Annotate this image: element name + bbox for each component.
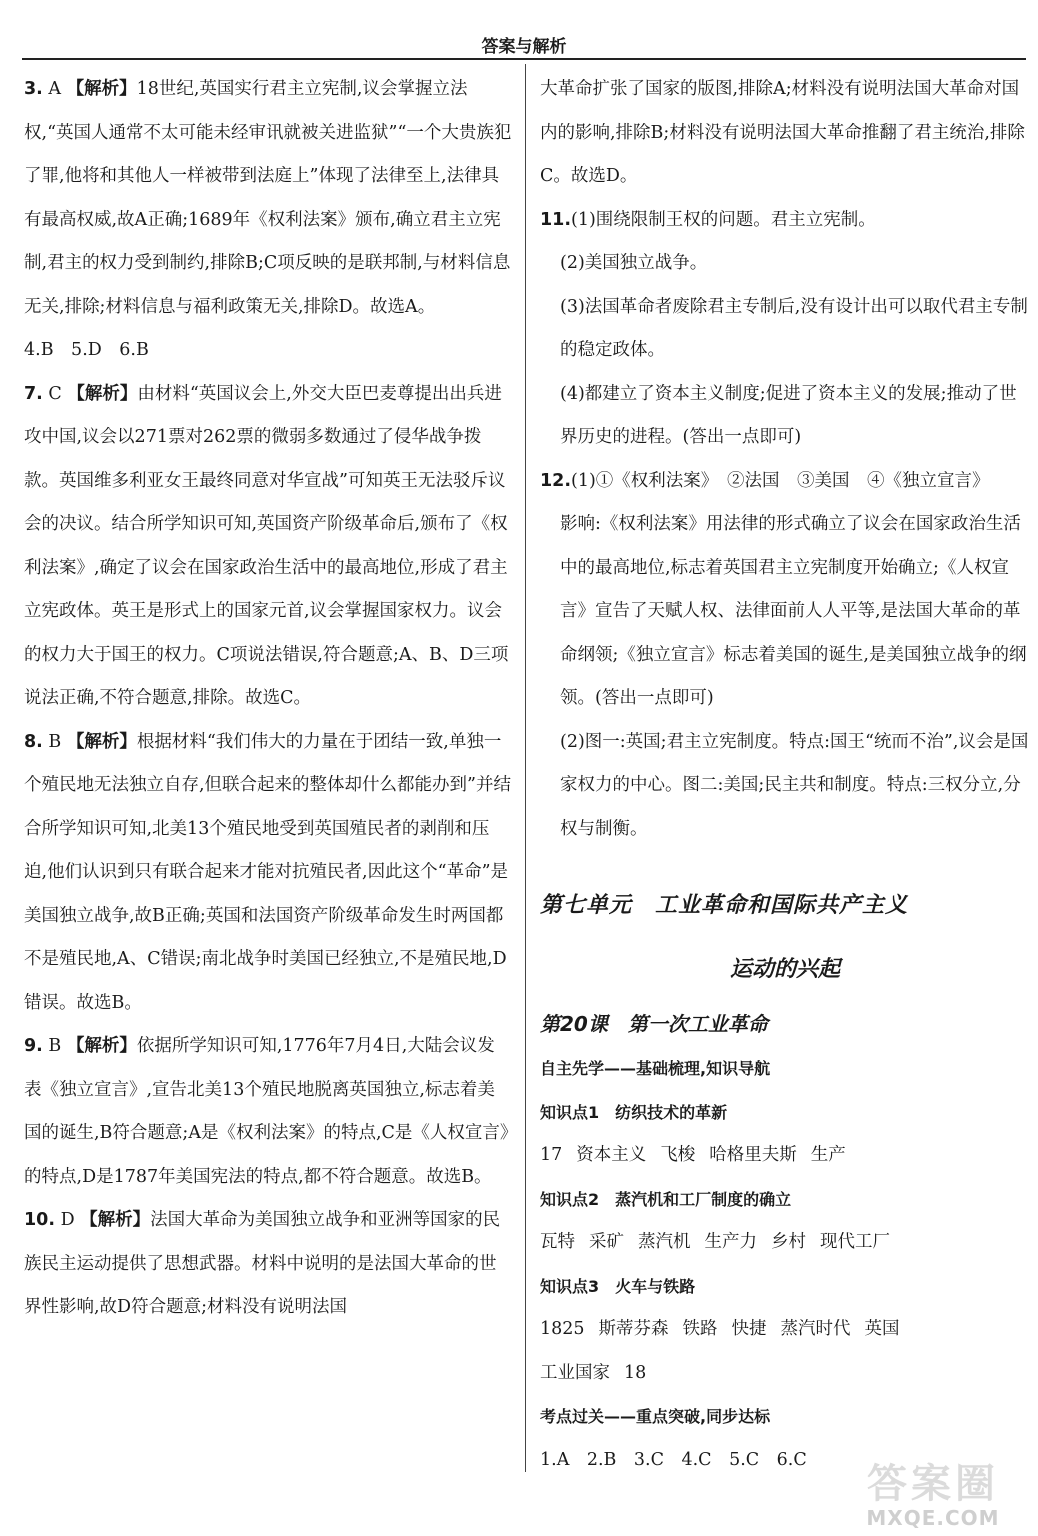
answer-word: 蒸汽时代	[780, 1319, 851, 1339]
answer-part-2: (2)图一:英国;君主立宪制度。特点:国王“统而不治”,议会是国家权力的中心。图二:美国;民主共和制度。特点:三权分立,分权与制衡。	[560, 731, 1029, 839]
knowledge-point-3-answers-continued	[540, 1352, 1030, 1396]
checkpoint-answers: 1.A 2.B 3.C 4.C 5.C 6.C	[540, 1449, 807, 1470]
answer-impact: 影响:《权利法案》用法律的形式确立了议会在国家政治生活中的最高地位,标志着英国君主立宪制度开始确立;《人权宣言》宣告了天赋人权、法律面前人人平等,是法国大革命的革命纲领;《独立宣言》标志着美国的诞生,是美国独立战争的纲领。(答出一点即可)	[560, 514, 1027, 708]
answer-part-3: (3)法国革命者废除君主专制后,没有设计出可以取代君主专制的稳定政体。	[560, 296, 1028, 360]
question-answer: A	[42, 79, 67, 99]
answer-word: 17	[540, 1145, 563, 1165]
question-answer: D	[55, 1210, 81, 1230]
watermark-logo	[842, 1452, 1024, 1530]
answer-word: 英国	[864, 1319, 900, 1339]
header-title: 答案与解析	[481, 37, 567, 57]
knowledge-point-3-answers	[540, 1308, 1030, 1352]
knowledge-point-2-answers	[540, 1221, 1030, 1265]
left-column	[24, 68, 512, 1330]
answer-word: 铁路	[682, 1319, 718, 1339]
answer-word: 生产力	[704, 1232, 757, 1252]
section-title-self-study: 自主先学——基础梳理,知识导航	[540, 1059, 771, 1078]
answer-word: 乡村	[771, 1232, 806, 1252]
answer-word: 采矿	[589, 1232, 624, 1252]
knowledge-point-2-title: 知识点2 蒸汽机和工厂制度的确立	[540, 1189, 792, 1209]
knowledge-point-1-title: 知识点1 纺织技术的革新	[540, 1102, 728, 1122]
answer-word: 蒸汽机	[638, 1232, 691, 1252]
question-number: 8.	[24, 731, 43, 752]
knowledge-point-1-answers	[540, 1134, 1030, 1178]
question-number: 7.	[24, 383, 43, 404]
question-number: 12.	[540, 470, 572, 491]
question-9	[24, 1025, 512, 1199]
question-number: 10.	[24, 1210, 56, 1230]
analysis-tag: 【解析】	[66, 1036, 137, 1056]
answer-part-1: (1)①《权利法案》 ②法国 ③美国 ④《独立宣言》	[571, 470, 990, 491]
question-10	[24, 1199, 512, 1330]
question-8	[24, 721, 512, 1026]
question-11	[540, 199, 1030, 243]
answer-part-4: (4)都建立了资本主义制度;促进了资本主义的发展;推动了世界历史的进程。(答出一点即可)	[560, 383, 1017, 447]
question-number: 9.	[24, 1036, 43, 1056]
question-12	[540, 460, 1030, 504]
watermark-glyphs: 答案圈	[867, 1461, 999, 1507]
lesson-title: 第20课 第一次工业革命	[540, 1012, 768, 1036]
right-column	[540, 68, 1030, 1482]
column-divider	[525, 64, 526, 1472]
section-title-checkpoint: 考点过关——重点突破,同步达标	[540, 1407, 771, 1426]
page-header	[22, 28, 1026, 60]
analysis-tag: 【解析】	[66, 731, 137, 752]
question-number: 3.	[24, 79, 43, 99]
question-answer: C	[42, 383, 68, 404]
question-10-continued: 大革命扩张了国家的版图,排除A;材料没有说明法国大革命对国内的影响,排除B;材料没有说明法国大革命推翻了君主统治,排除C。故选D。	[540, 79, 1025, 186]
answer-word: 斯蒂芬森	[598, 1319, 669, 1339]
question-answer: B	[42, 1036, 67, 1056]
unit-title: 第七单元 工业革命和国际共产主义	[540, 893, 909, 918]
answer-word: 哈格里夫斯	[709, 1145, 797, 1165]
answer-word: 生产	[810, 1145, 846, 1165]
answer-word: 1825	[540, 1319, 585, 1339]
analysis-text: 由材料“英国议会上,外交大臣巴麦尊提出出兵进攻中国,议会以271票对262票的微弱多数通过了侵华战争拨款。英国维多利亚女王最终同意对华宣战”可知英王无法驳斥议会的决议。结合所学知识可知,英国资产阶级革命后,颁布了《权利法案》,确定了议会在国家政治生活中的最高地位,形成了君主立宪政体。英王是形式上的国家元首,议会掌握国家权力。议会的权力大于国王的权力。C项说法错误,符合题意;A、B、D三项说法正确,不符合题意,排除。故选C。	[24, 383, 509, 708]
analysis-text: 法国大革命为美国独立战争和亚洲等国家的民族民主运动提供了思想武器。材料中说明的是法国大革命的世界性影响,故D符合题意;材料没有说明法国	[24, 1210, 501, 1317]
analysis-tag: 【解析】	[66, 79, 137, 99]
question-3	[24, 68, 512, 329]
knowledge-point-3-title: 知识点3 火车与铁路	[540, 1276, 696, 1296]
answer-word: 18	[624, 1362, 647, 1383]
answer-part-2: (2)美国独立战争。	[560, 253, 708, 273]
answer-word: 瓦特	[540, 1232, 575, 1252]
answer-word: 现代工厂	[820, 1232, 890, 1252]
question-number: 11.	[540, 209, 572, 230]
answer-word: 工业国家	[540, 1362, 610, 1383]
answer-word: 快捷	[731, 1319, 767, 1339]
question-answer: B	[42, 731, 67, 752]
unit-title-continued: 运动的兴起	[729, 957, 840, 982]
questions-4-6: 4.B 5.D 6.B	[24, 340, 149, 360]
analysis-text: 依据所学知识可知,1776年7月4日,大陆会议发表《独立宣言》,宣告北美13个殖民地脱离英国独立,标志着美国的诞生,B符合题意;A是《权利法案》的特点,C是《人权宣言》的特点,D是1787年美国宪法的特点,都不符合题意。故选B。	[24, 1036, 509, 1187]
question-7	[24, 373, 512, 721]
answer-word: 资本主义	[576, 1145, 647, 1165]
answer-part-1: (1)围绕限制王权的问题。君主立宪制。	[571, 209, 876, 230]
analysis-tag: 【解析】	[80, 1210, 151, 1230]
answer-word: 飞梭	[660, 1145, 696, 1165]
watermark-url: MXQE.COM	[866, 1506, 1000, 1530]
analysis-tag: 【解析】	[67, 383, 138, 404]
analysis-text: 根据材料“我们伟大的力量在于团结一致,单独一个殖民地无法独立自存,但联合起来的整体却什么都能办到”并结合所学知识可知,北美13个殖民地受到英国殖民者的剥削和压迫,他们认识到只有联合起来才能对抗殖民者,因此这个“革命”是美国独立战争,故B正确;英国和法国资产阶级革命发生时两国都不是殖民地,A、C错误;南北战争时美国已经独立,不是殖民地,D错误。故选B。	[24, 731, 512, 1013]
analysis-text: 18世纪,英国实行君主立宪制,议会掌握立法权,“英国人通常不太可能未经审讯就被关进监狱”“一个大贵族犯了罪,他将和其他人一样被带到法庭上”体现了法律至上,法律具有最高权威,故A正确;1689年《权利法案》颁布,确立君主立宪制,君主的权力受到制约,排除B;C项反映的是联邦制,与材料信息无关,排除;材料信息与福利政策无关,排除D。故选A。	[24, 79, 512, 317]
